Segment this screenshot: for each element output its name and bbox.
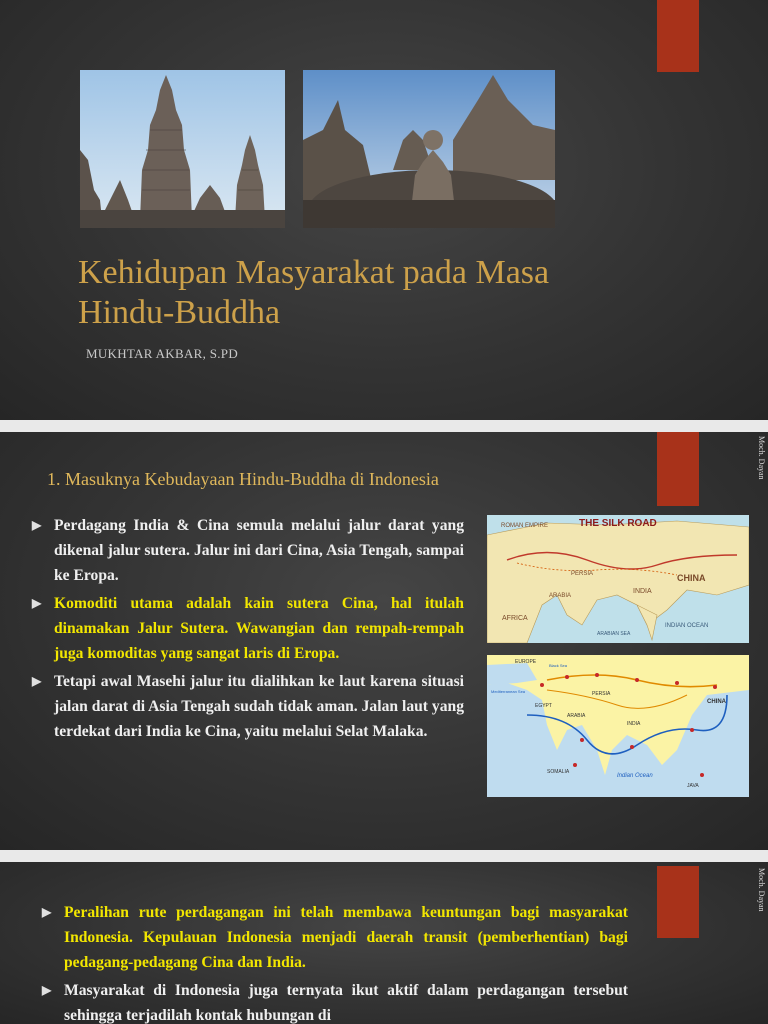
bullet-list — [42, 900, 628, 1024]
bullet-text: Masyarakat di Indonesia juga ternyata ikut aktif dalam perdagangan tersebut sehingga terjadilah kontak hubungan di — [64, 982, 628, 1024]
list-item — [32, 591, 464, 666]
triangle-bullet-icon: ▶ — [32, 674, 42, 688]
map-label: INDIA — [627, 721, 641, 727]
map-label: ROMAN EMPIRE — [501, 523, 549, 529]
list-item — [32, 513, 464, 588]
presenter-name: MUKHTAR AKBAR, S.PD — [86, 346, 239, 361]
map-title: THE SILK ROAD — [579, 518, 657, 529]
content-slide-1 — [0, 432, 768, 850]
list-item — [42, 978, 628, 1024]
presentation-title: Kehidupan Masyarakat pada Masa Hindu-Buddha — [78, 254, 550, 331]
map-label: ARABIA — [549, 593, 572, 599]
triangle-bullet-icon: ▶ — [32, 596, 42, 610]
bullet-text: Tetapi awal Masehi jalur itu dialihkan ke laut karena situasi jalan darat di Asia Tengah sudah tidak aman. Jalan laut yang terdekat dari India ke Cina, yaitu melalui Selat Malaka. — [54, 673, 464, 740]
map-label: Black Sea — [549, 663, 568, 668]
map-label: ARABIA — [567, 713, 586, 719]
map-label: CHINA — [707, 699, 726, 705]
list-item — [42, 900, 628, 975]
map-label: PERSIA — [592, 691, 611, 697]
prambanan-temple-photo — [80, 70, 285, 228]
maritime-trade-route-map — [487, 655, 749, 797]
borobudur-stupa-photo — [303, 70, 555, 228]
triangle-bullet-icon: ▶ — [42, 905, 52, 919]
map-label: EUROPE — [515, 659, 537, 665]
accent-bar — [657, 0, 699, 72]
map-label: PERSIA — [571, 571, 594, 577]
bullet-text: Komoditi utama adalah kain sutera Cina, hal itulah dinamakan Jalur Sutera. Wawangian dan rempah-rempah juga komoditas yang sangat laris di Eropa. — [54, 595, 464, 662]
bullet-text: Peralihan rute perdagangan ini telah membawa keuntungan bagi masyarakat Indonesia. Kepulauan Indonesia menjadi daerah transit (pemberhentian) bagi pedagang-pedagang Cina dan India. — [64, 904, 628, 971]
map-label: AFRICA — [502, 615, 528, 622]
map-label: SOMALIA — [547, 769, 570, 775]
title-slide — [0, 0, 768, 420]
map-label: CHINA — [677, 573, 706, 583]
map-label: INDIA — [633, 588, 652, 595]
author-signature: Moch. Dayan — [757, 436, 766, 480]
list-item — [32, 669, 464, 744]
content-slide-2 — [0, 862, 768, 1024]
map-label: INDIAN OCEAN — [665, 623, 709, 629]
author-signature: Moch. Dayan — [757, 868, 766, 912]
silk-road-map — [487, 515, 749, 643]
map-label: JAVA — [687, 783, 699, 789]
triangle-bullet-icon: ▶ — [42, 983, 52, 997]
map-label: Indian Ocean — [617, 773, 653, 779]
map-label: ARABIAN SEA — [597, 631, 631, 637]
accent-bar — [657, 866, 699, 938]
map-label: EGYPT — [535, 703, 552, 709]
triangle-bullet-icon: ▶ — [32, 518, 42, 532]
section-heading: 1. Masuknya Kebudayaan Hindu-Buddha di Indonesia — [47, 469, 439, 489]
bullet-list — [32, 513, 464, 747]
accent-bar — [657, 432, 699, 506]
bullet-text: Perdagang India & Cina semula melalui jalur darat yang dikenal jalur sutera. Jalur ini dari Cina, Asia Tengah, sampai ke Eropa. — [54, 517, 464, 584]
map-label: Mediterranean Sea — [491, 689, 526, 694]
